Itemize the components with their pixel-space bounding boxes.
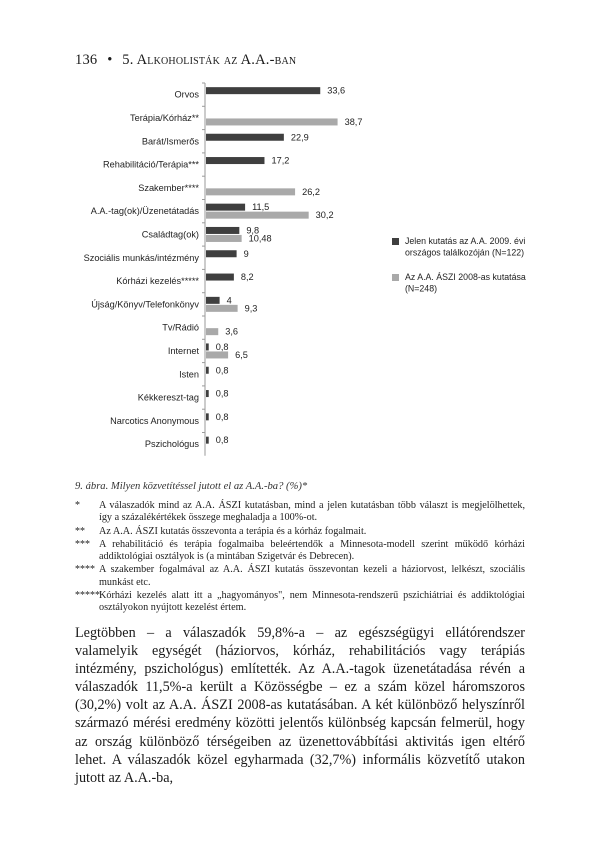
bar-aszi-study bbox=[206, 305, 238, 312]
category-label: Újság/Könyv/Telefonkönyv bbox=[91, 299, 199, 310]
data-label: 22,9 bbox=[290, 132, 309, 143]
category-label: Isten bbox=[179, 369, 199, 380]
data-label: 30,2 bbox=[315, 210, 334, 221]
footnote-mark: **** bbox=[75, 564, 95, 576]
data-label: 9,3 bbox=[244, 303, 258, 314]
data-label: 17,2 bbox=[271, 155, 290, 166]
footnote-text: A válaszadók mind az A.A. ÁSZI kutatásban, mind a jelen kutatásban több választ is megjelölhettek, így a százalékértékek összege meghaladja a 100%-ot. bbox=[99, 500, 525, 524]
category-label: Kékkereszt-tag bbox=[137, 392, 199, 403]
bar-current-study bbox=[206, 413, 209, 420]
data-label: 0,8 bbox=[215, 435, 229, 446]
bar-current-study bbox=[206, 87, 320, 94]
legend-swatch bbox=[392, 274, 399, 281]
category-label: Narcotics Anonymous bbox=[110, 415, 199, 426]
category-label: Rehabilitáció/Terápia*** bbox=[102, 159, 199, 170]
category-label: Szakember**** bbox=[138, 182, 199, 193]
data-label: 8,2 bbox=[240, 272, 254, 283]
data-label: 26,2 bbox=[302, 186, 320, 197]
legend-label: Az A.A. ÁSZI 2008-as kutatása bbox=[405, 272, 526, 282]
data-label: 9 bbox=[243, 248, 249, 259]
footnote bbox=[75, 590, 525, 615]
footnote-text: A rehabilitáció és terápia fogalmaiba beleértendők a Minnesota-modell szerint működő kórházi addiktológiai osztályok is (a mintában Szigetvár és Debrecen). bbox=[99, 538, 525, 563]
legend-label: Jelen kutatás az A.A. 2009. évi bbox=[405, 236, 526, 246]
bar-current-study bbox=[206, 157, 264, 164]
bar-current-study bbox=[206, 250, 237, 257]
data-label: 10,48 bbox=[248, 233, 272, 244]
bar-current-study bbox=[206, 367, 209, 374]
bar-current-study bbox=[206, 297, 220, 304]
footnotes bbox=[75, 500, 525, 616]
footnote-text: Kórházi kezelés alatt itt a „hagyományos", nem Minnesota-rendszerű pszichiátriai és addiktológiai osztályokon nyújtott kezelést értem. bbox=[99, 590, 525, 614]
footnote-mark: * bbox=[75, 500, 80, 511]
bar-aszi-study bbox=[206, 235, 242, 242]
header-bullet: • bbox=[107, 52, 113, 68]
category-label: Orvos bbox=[174, 89, 199, 100]
bar-current-study bbox=[206, 274, 234, 281]
bar-current-study bbox=[206, 437, 209, 444]
category-label: Internet bbox=[167, 345, 199, 356]
bar-current-study bbox=[206, 204, 245, 211]
footnote-mark: *** bbox=[75, 538, 90, 550]
category-label: A.A.-tag(ok)/Üzenetátadás bbox=[90, 206, 199, 217]
legend-swatch bbox=[392, 238, 399, 245]
data-label: 33,6 bbox=[327, 85, 346, 96]
data-label: 0,8 bbox=[215, 341, 229, 352]
bar-aszi-study bbox=[206, 118, 338, 125]
footnote bbox=[75, 500, 525, 525]
category-label: Terápia/Kórház** bbox=[130, 112, 199, 123]
data-label: 0,8 bbox=[215, 365, 229, 376]
legend-label: országos találkozóján (N=122) bbox=[405, 247, 525, 258]
bar-aszi-study bbox=[206, 351, 228, 358]
data-label: 11,5 bbox=[252, 202, 270, 213]
bar-current-study bbox=[206, 227, 239, 234]
legend-label: (N=248) bbox=[405, 283, 438, 294]
chapter-title: 5. Alkoholisták az A.A.-ban bbox=[122, 52, 297, 68]
page-number: 136 bbox=[75, 52, 98, 68]
footnote bbox=[75, 564, 525, 589]
bar-aszi-study bbox=[206, 188, 295, 195]
data-label: 3,6 bbox=[225, 326, 239, 337]
category-label: Családtag(ok) bbox=[141, 229, 199, 240]
data-label: 9,8 bbox=[246, 225, 260, 236]
bar-aszi-study bbox=[206, 212, 309, 219]
footnote-mark: ** bbox=[75, 525, 85, 537]
bar-aszi-study bbox=[206, 328, 218, 335]
bar-current-study bbox=[206, 343, 209, 350]
data-label: 4 bbox=[226, 295, 232, 306]
bar-current-study bbox=[206, 390, 209, 397]
footnote bbox=[75, 539, 525, 564]
category-label: Barát/Ismerős bbox=[141, 136, 199, 147]
body-paragraph: Legtöbben – a válaszadók 59,8%-a – az egészségügyi ellátórendszer valamelyik egységét (háziorvos, kórház, rehabilitációs vagy terápiás intézmény, pszichológus) említették. Az A.A.-tagok üzenetátadása révén a válaszadók 11,5%-a került a Közösségbe – ez a szám közel háromszoros (30,2%) volt az A.A. ÁSZI 2008-as kutatásában. A két különböző helyszínről származó mérési eredmény közötti jelentős különbség kapcsán felmerül, hogy az ország különböző térségeiben az üzenettovábbítási aktivitás igen eltérő lehet. A válaszadók közel egyharmada (32,7%) informális közvetítő utakon jutott az A.A.-ba, bbox=[75, 625, 525, 786]
footnote bbox=[75, 526, 525, 538]
category-label: Kórházi kezelés***** bbox=[116, 276, 199, 287]
footnote-text: Az A.A. ÁSZI kutatás összevonta a terápia és a kórház fogalmait. bbox=[99, 525, 367, 537]
category-label: Tv/Rádió bbox=[162, 322, 199, 333]
category-label: Pszichológus bbox=[144, 439, 199, 450]
footnote-text: A szakember fogalmával az A.A. ÁSZI kutatás összevontan kezeli a háziorvost, lelkészt, szociális munkást etc. bbox=[99, 564, 525, 588]
data-label: 38,7 bbox=[344, 116, 363, 127]
footnote-mark: ***** bbox=[75, 590, 100, 602]
category-label: Szociális munkás/intézmény bbox=[83, 252, 199, 263]
figure-caption: 9. ábra. Milyen közvetítéssel jutott el az A.A.-ba? (%)* bbox=[75, 481, 308, 492]
bar-current-study bbox=[206, 134, 284, 141]
data-label: 0,8 bbox=[215, 388, 229, 399]
data-label: 0,8 bbox=[215, 411, 229, 422]
data-label: 6,5 bbox=[235, 349, 248, 360]
